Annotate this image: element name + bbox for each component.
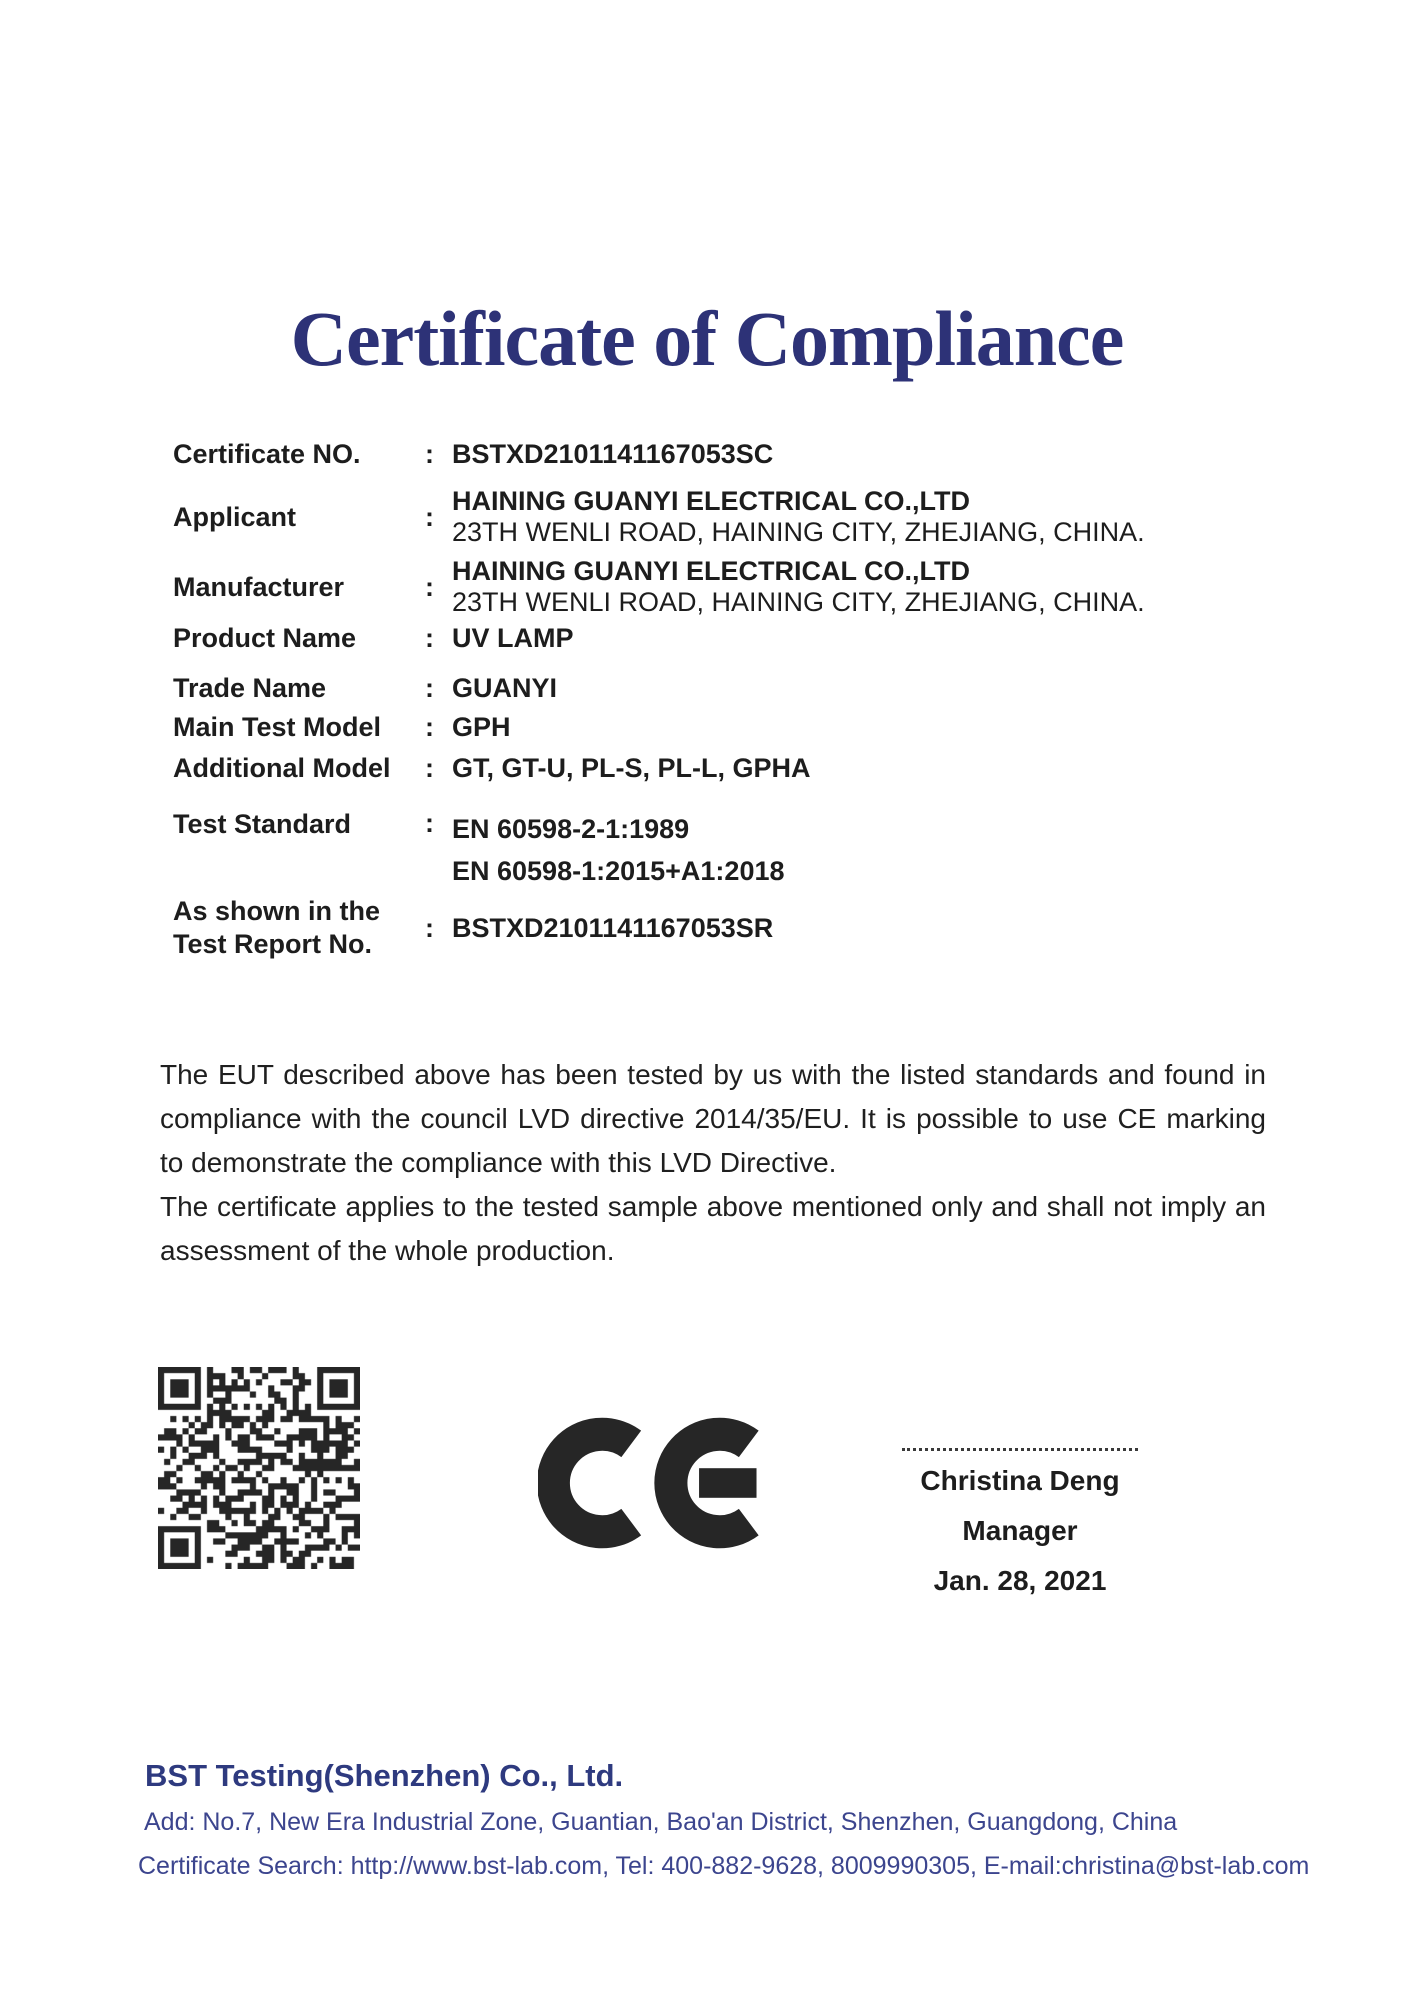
- issuer-address: Add: No.7, New Era Industrial Zone, Guantian, Bao'an District, Shenzhen, Guangdong, China: [144, 1808, 1178, 1836]
- field-label: Applicant: [173, 501, 297, 532]
- field-row-main-test-model: [173, 711, 1223, 744]
- field-label: Product Name: [173, 623, 357, 653]
- field-row-additional-model: [173, 752, 1223, 785]
- field-row-product-name: [173, 622, 1223, 655]
- signature-date: Jan. 28, 2021: [933, 1565, 1107, 1596]
- field-colon: :: [425, 753, 434, 783]
- field-colon: :: [425, 912, 434, 943]
- field-label: Manufacturer: [173, 571, 345, 602]
- field-row-certificate-no: [173, 438, 1223, 471]
- field-colon: :: [425, 623, 434, 653]
- field-label: Trade Name: [173, 673, 327, 703]
- field-label: Main Test Model: [173, 712, 382, 742]
- field-colon: :: [425, 673, 434, 703]
- test-standard-1: EN 60598-2-1:1989: [452, 814, 690, 844]
- field-row-trade-name: [173, 672, 1223, 705]
- signature-dotted-line: [902, 1448, 1138, 1451]
- signature-block: [898, 1448, 1142, 1597]
- main-test-model: GPH: [452, 712, 511, 742]
- field-colon: :: [425, 571, 434, 602]
- field-colon: :: [425, 808, 434, 838]
- applicant-address: 23TH WENLI ROAD, HAINING CITY, ZHEJIANG, CHINA.: [452, 517, 1145, 547]
- qr-code: [158, 1367, 360, 1569]
- field-colon: :: [425, 439, 434, 469]
- manufacturer-address: 23TH WENLI ROAD, HAINING CITY, ZHEJIANG, CHINA.: [452, 587, 1145, 617]
- statement-paragraph-2: The certificate applies to the tested sample above mentioned only and shall not imply an assessment of the whole production.: [160, 1191, 1266, 1266]
- field-colon: :: [425, 712, 434, 742]
- additional-model: GT, GT-U, PL-S, PL-L, GPHA: [452, 753, 811, 783]
- field-row-applicant: [173, 486, 1223, 548]
- test-report-number: BSTXD2101141167053SR: [452, 912, 774, 943]
- issuer-company-name: BST Testing(Shenzhen) Co., Ltd.: [145, 1758, 624, 1793]
- issuer-contact-line: Certificate Search: http://www.bst-lab.com, Tel: 400-882-9628, 8009990305, E-mail:christina@bst-lab.com: [138, 1852, 1310, 1880]
- field-row-test-standard: [173, 808, 1223, 892]
- certificate-title: Certificate of Compliance: [290, 295, 1124, 382]
- field-colon: :: [425, 501, 434, 532]
- product-name: UV LAMP: [452, 623, 574, 653]
- field-label: Additional Model: [173, 753, 391, 783]
- signatory-name: Christina Deng: [920, 1465, 1120, 1496]
- field-label: Certificate NO.: [173, 439, 361, 469]
- ce-mark-icon: [538, 1408, 760, 1558]
- field-label: Test Standard: [173, 809, 352, 839]
- statement-text: [160, 1053, 1266, 1273]
- field-label: As shown in the Test Report No.: [173, 896, 381, 959]
- statement-paragraph-1: The EUT described above has been tested by us with the listed standards and found in compliance with the council LVD directive 2014/35/EU. It is possible to use CE marking to demonstrate the compliance with this LVD Directive.: [160, 1059, 1266, 1178]
- applicant-name: HAINING GUANYI ELECTRICAL CO.,LTD: [452, 486, 970, 516]
- certificate-number: BSTXD2101141167053SC: [452, 439, 774, 469]
- field-row-test-report-no: [173, 895, 1223, 961]
- manufacturer-name: HAINING GUANYI ELECTRICAL CO.,LTD: [452, 556, 970, 586]
- trade-name: GUANYI: [452, 673, 558, 703]
- field-row-manufacturer: [173, 556, 1223, 618]
- test-standard-2: EN 60598-1:2015+A1:2018: [452, 856, 785, 886]
- signatory-role: Manager: [962, 1515, 1078, 1546]
